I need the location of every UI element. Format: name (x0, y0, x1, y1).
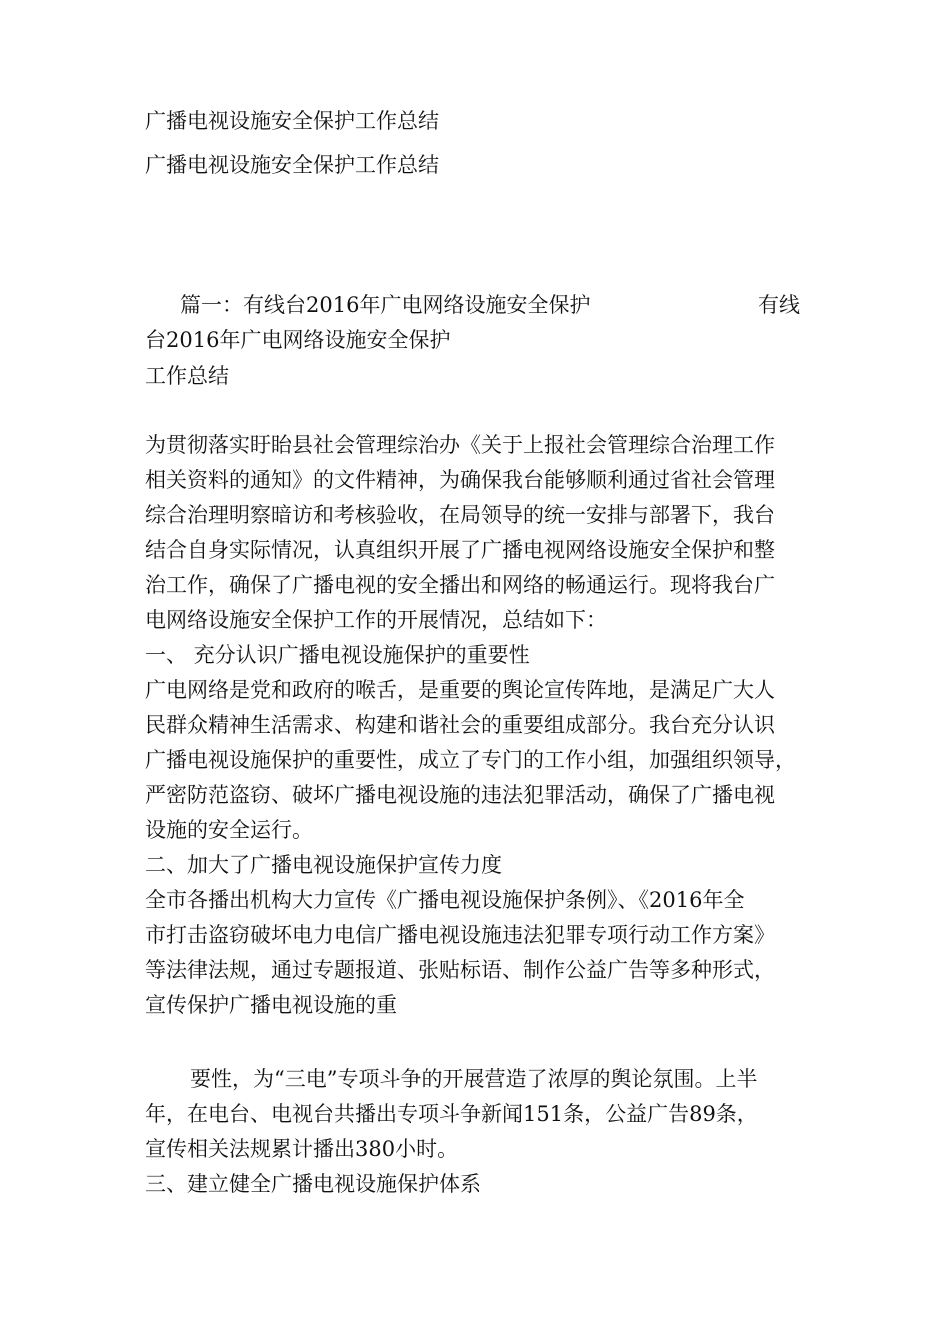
chapter-heading-continued: 台2016年广电网络设施安全保护 (145, 328, 451, 352)
section-2-line: 宣传保护广播电视设施的重 (145, 993, 397, 1017)
intro-line: 治工作，确保了广播电视的安全播出和网络的畅通运行。现将我台广 (145, 573, 775, 597)
intro-line: 结合自身实际情况，认真组织开展了广播电视网络设施安全保护和整 (145, 538, 775, 562)
intro-line: 相关资料的通知》的文件精神，为确保我台能够顺利通过省社会管理 (145, 468, 775, 492)
section-2-line: 市打击盗窃破坏电力电信广播电视设施违法犯罪专项行动工作方案》 (145, 923, 775, 947)
document-subtitle: 广播电视设施安全保护工作总结 (145, 153, 439, 177)
section-1-line: 广电网络是党和政府的喉舌，是重要的舆论宣传阵地，是满足广大人 (145, 678, 775, 702)
section-1-heading: 一、 充分认识广播电视设施保护的重要性 (145, 643, 530, 667)
section-2-continued-line: 要性，为“三电”专项斗争的开展营造了浓厚的舆论氛围。上半 (190, 1067, 758, 1091)
section-2-line: 全市各播出机构大力宣传《广播电视设施保护条例》、《2016年全 (145, 888, 745, 912)
section-1-line: 广播电视设施保护的重要性，成立了专门的工作小组，加强组织领导， (145, 748, 796, 772)
section-2-continued-line: 宣传相关法规累计播出380小时。 (145, 1137, 459, 1161)
section-1-line: 严密防范盗窃、破坏广播电视设施的违法犯罪活动，确保了广播电视 (145, 783, 775, 807)
section-1-line: 民群众精神生活需求、构建和谐社会的重要组成部分。我台充分认识 (145, 713, 775, 737)
chapter-heading-tail: 工作总结 (145, 364, 229, 388)
chapter-heading-fragment: 有线 (758, 293, 800, 317)
section-2-line: 等法律法规，通过专题报道、张贴标语、制作公益广告等多种形式， (145, 958, 775, 982)
document-title: 广播电视设施安全保护工作总结 (145, 109, 439, 133)
section-3-heading: 三、建立健全广播电视设施保护体系 (145, 1172, 481, 1196)
intro-line: 电网络设施安全保护工作的开展情况，总结如下： (145, 608, 607, 632)
intro-line: 为贯彻落实盱眙县社会管理综治办《关于上报社会管理综合治理工作 (145, 433, 775, 457)
section-2-continued-line: 年，在电台、电视台共播出专项斗争新闻151条，公益广告89条， (145, 1102, 758, 1126)
section-2-heading: 二、加大了广播电视设施保护宣传力度 (145, 853, 502, 877)
section-1-line: 设施的安全运行。 (145, 818, 313, 842)
chapter-heading: 篇一：有线台2016年广电网络设施安全保护 (180, 293, 591, 317)
intro-line: 综合治理明察暗访和考核验收，在局领导的统一安排与部署下，我台 (145, 503, 775, 527)
